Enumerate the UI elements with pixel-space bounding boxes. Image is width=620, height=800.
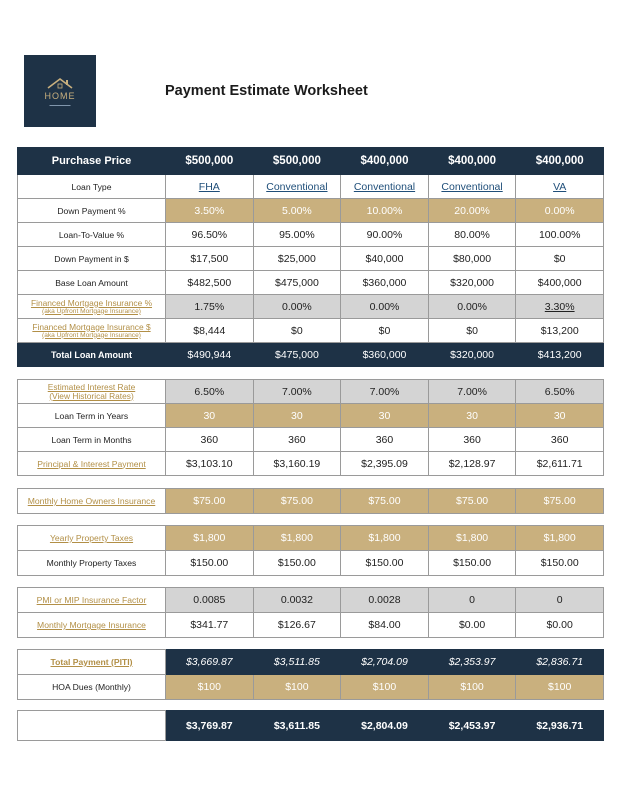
- term-months-row: [18, 428, 604, 452]
- hoa-row: [18, 675, 604, 700]
- yearly-tax-input[interactable]: $1,800: [516, 526, 604, 551]
- loan-type-label: Loan Type: [18, 175, 166, 199]
- home-insurance-row: [18, 489, 604, 514]
- term-months-value: 360: [428, 428, 516, 452]
- total-housing-value: $2,453.97: [428, 711, 516, 741]
- financed-mi-pct-link[interactable]: [18, 295, 166, 319]
- pmi-factor-value[interactable]: 0.0085: [166, 588, 254, 613]
- term-years-input[interactable]: 30: [341, 404, 429, 428]
- house-roof-icon: [45, 76, 75, 90]
- financed-mi-pct-label: Financed Mortgage Insurance %: [30, 297, 153, 308]
- interest-rate-input[interactable]: 6.50%: [166, 380, 254, 404]
- yearly-tax-input[interactable]: $1,800: [253, 526, 341, 551]
- piti-value: $3,669.87: [166, 650, 254, 675]
- monthly-mi-value: $0.00: [516, 613, 604, 638]
- financed-mi-amount-row: [18, 319, 604, 343]
- ltv-label: Loan-To-Value %: [18, 223, 166, 247]
- monthly-mi-row: [18, 613, 604, 638]
- loan-type-row: [18, 175, 604, 199]
- logo-tagline-line: ▬▬▬▬▬▬▬: [49, 102, 71, 107]
- down-payment-pct-input[interactable]: 3.50%: [166, 199, 254, 223]
- home-insurance-input[interactable]: $75.00: [428, 489, 516, 514]
- down-payment-amount-label: Down Payment in $: [18, 247, 166, 271]
- financed-mi-pct-value: 0.00%: [428, 295, 516, 319]
- total-loan-value: $360,000: [341, 343, 429, 367]
- financed-mi-amount-value: $13,200: [516, 319, 604, 343]
- home-insurance-input[interactable]: $75.00: [516, 489, 604, 514]
- financed-mi-amount-value: $8,444: [166, 319, 254, 343]
- total-loan-label: Total Loan Amount: [18, 343, 166, 367]
- financed-mi-amount-sublabel: (aka Upfront Mortgage Insurance): [42, 331, 141, 339]
- pmi-factor-value[interactable]: 0: [428, 588, 516, 613]
- piti-value: $2,704.09: [341, 650, 429, 675]
- mortgage-insurance-table: [17, 587, 604, 638]
- down-payment-amount-value: $17,500: [166, 247, 254, 271]
- total-housing-table: [17, 710, 604, 741]
- pi-payment-value: $3,103.10: [166, 452, 254, 476]
- hoa-label: HOA Dues (Monthly): [18, 675, 166, 700]
- property-tax-table: [17, 525, 604, 576]
- financed-mi-pct-value: 0.00%: [341, 295, 429, 319]
- pi-payment-value: $2,611.71: [516, 452, 604, 476]
- pi-payment-value: $2,128.97: [428, 452, 516, 476]
- base-loan-label: Base Loan Amount: [18, 271, 166, 295]
- total-housing-row: [18, 711, 604, 741]
- ltv-value: 100.00%: [516, 223, 604, 247]
- loan-type-link[interactable]: FHA: [166, 175, 254, 199]
- monthly-tax-value: $150.00: [253, 551, 341, 576]
- purchase-price-value: $400,000: [516, 148, 604, 175]
- purchase-price-value: $400,000: [428, 148, 516, 175]
- purchase-price-value: $500,000: [166, 148, 254, 175]
- interest-rate-input[interactable]: 7.00%: [428, 380, 516, 404]
- financed-mi-pct-value: 0.00%: [253, 295, 341, 319]
- payment-table: [17, 379, 604, 476]
- down-payment-amount-value: $0: [516, 247, 604, 271]
- term-months-label: Loan Term in Months: [18, 428, 166, 452]
- term-years-input[interactable]: 30: [253, 404, 341, 428]
- monthly-mi-value: $341.77: [166, 613, 254, 638]
- pi-payment-value: $2,395.09: [341, 452, 429, 476]
- monthly-mi-value: $126.67: [253, 613, 341, 638]
- pi-payment-value: $3,160.19: [253, 452, 341, 476]
- financed-mi-amount-value: $0: [253, 319, 341, 343]
- purchase-price-label: Purchase Price: [18, 148, 166, 175]
- pmi-factor-value[interactable]: 0: [516, 588, 604, 613]
- purchase-price-value: $500,000: [253, 148, 341, 175]
- pmi-factor-row: [18, 588, 604, 613]
- pi-payment-row: [18, 452, 604, 476]
- yearly-tax-input[interactable]: $1,800: [341, 526, 429, 551]
- total-loan-value: $413,200: [516, 343, 604, 367]
- loan-amount-table: [17, 147, 604, 367]
- hoa-input[interactable]: $100: [428, 675, 516, 700]
- total-housing-value: $2,804.09: [341, 711, 429, 741]
- term-months-value: 360: [253, 428, 341, 452]
- down-payment-amount-value: $25,000: [253, 247, 341, 271]
- pi-payment-label[interactable]: Principal & Interest Payment: [18, 452, 166, 476]
- total-payment-table: [17, 649, 604, 700]
- loan-type-link[interactable]: Conventional: [253, 175, 341, 199]
- loan-type-link[interactable]: Conventional: [428, 175, 516, 199]
- ltv-row: [18, 223, 604, 247]
- insurance-table: [17, 488, 604, 514]
- down-payment-amount-value: $40,000: [341, 247, 429, 271]
- page-title: Payment Estimate Worksheet: [165, 83, 368, 99]
- home-insurance-label[interactable]: Monthly Home Owners Insurance: [18, 489, 166, 514]
- loan-type-link[interactable]: Conventional: [341, 175, 429, 199]
- financed-mi-pct-sublabel: (aka Upfront Mortgage Insurance): [42, 307, 141, 315]
- yearly-tax-input[interactable]: $1,800: [166, 526, 254, 551]
- financed-mi-amount-value: $0: [341, 319, 429, 343]
- term-years-label: Loan Term in Years: [18, 404, 166, 428]
- monthly-tax-value: $150.00: [428, 551, 516, 576]
- pmi-factor-value[interactable]: 0.0032: [253, 588, 341, 613]
- term-years-input[interactable]: 30: [428, 404, 516, 428]
- term-months-value: 360: [516, 428, 604, 452]
- total-housing-label: Total Housing Payment: [18, 720, 109, 730]
- interest-rate-input[interactable]: 6.50%: [516, 380, 604, 404]
- down-payment-pct-row: [18, 199, 604, 223]
- interest-rate-input[interactable]: 7.00%: [341, 380, 429, 404]
- financed-mi-amount-label: Financed Mortgage Insurance $: [32, 321, 151, 332]
- total-loan-value: $320,000: [428, 343, 516, 367]
- total-loan-value: $475,000: [253, 343, 341, 367]
- hoa-input[interactable]: $100: [516, 675, 604, 700]
- piti-value: $2,836.71: [516, 650, 604, 675]
- monthly-mi-label[interactable]: Monthly Mortgage Insurance: [18, 613, 166, 638]
- interest-rate-input[interactable]: 7.00%: [253, 380, 341, 404]
- down-payment-pct-label: Down Payment %: [18, 199, 166, 223]
- base-loan-value: $475,000: [253, 271, 341, 295]
- base-loan-value: $360,000: [341, 271, 429, 295]
- monthly-tax-value: $150.00: [166, 551, 254, 576]
- monthly-mi-value: $84.00: [341, 613, 429, 638]
- monthly-tax-row: [18, 551, 604, 576]
- home-insurance-input[interactable]: $75.00: [253, 489, 341, 514]
- company-logo: [24, 55, 96, 127]
- term-months-value: 360: [166, 428, 254, 452]
- total-housing-value: $3,769.87: [166, 711, 254, 741]
- down-payment-pct-input[interactable]: 20.00%: [428, 199, 516, 223]
- logo-text: HOME: [44, 90, 76, 101]
- term-years-input[interactable]: 30: [516, 404, 604, 428]
- piti-row: [18, 650, 604, 675]
- purchase-price-row: [18, 148, 604, 175]
- base-loan-value: $482,500: [166, 271, 254, 295]
- historical-rates-link[interactable]: (View Historical Rates): [49, 390, 134, 401]
- ltv-value: 96.50%: [166, 223, 254, 247]
- pmi-factor-label[interactable]: PMI or MIP Insurance Factor: [18, 588, 166, 613]
- down-payment-amount-row: [18, 247, 604, 271]
- yearly-tax-input[interactable]: $1,800: [428, 526, 516, 551]
- piti-value: $2,353.97: [428, 650, 516, 675]
- monthly-tax-value: $150.00: [516, 551, 604, 576]
- yearly-tax-label[interactable]: Yearly Property Taxes: [18, 526, 166, 551]
- monthly-tax-value: $150.00: [341, 551, 429, 576]
- total-loan-value: $490,944: [166, 343, 254, 367]
- home-insurance-input[interactable]: $75.00: [166, 489, 254, 514]
- total-housing-value: $2,936.71: [516, 711, 604, 741]
- term-months-value: 360: [341, 428, 429, 452]
- piti-value: $3,511.85: [253, 650, 341, 675]
- base-loan-value: $400,000: [516, 271, 604, 295]
- loan-type-link[interactable]: VA: [516, 175, 604, 199]
- financed-mi-amount-value: $0: [428, 319, 516, 343]
- ltv-value: 95.00%: [253, 223, 341, 247]
- ltv-value: 80.00%: [428, 223, 516, 247]
- home-insurance-input[interactable]: $75.00: [341, 489, 429, 514]
- base-loan-value: $320,000: [428, 271, 516, 295]
- total-housing-value: $3,611.85: [253, 711, 341, 741]
- interest-rate-label: Estimated Interest Rate: [47, 381, 136, 392]
- financed-mi-pct-row: [18, 295, 604, 319]
- pmi-factor-value[interactable]: 0.0028: [341, 588, 429, 613]
- monthly-tax-label: Monthly Property Taxes: [18, 551, 166, 576]
- down-payment-amount-value: $80,000: [428, 247, 516, 271]
- down-payment-pct-input[interactable]: 10.00%: [341, 199, 429, 223]
- hoa-input[interactable]: $100: [166, 675, 254, 700]
- purchase-price-value: $400,000: [341, 148, 429, 175]
- hoa-input[interactable]: $100: [341, 675, 429, 700]
- ltv-value: 90.00%: [341, 223, 429, 247]
- term-years-row: [18, 404, 604, 428]
- financed-mi-pct-value: 1.75%: [166, 295, 254, 319]
- down-payment-pct-input[interactable]: 0.00%: [516, 199, 604, 223]
- total-housing-label-cell: [18, 711, 166, 741]
- piti-label[interactable]: Total Payment (PITI): [18, 650, 166, 675]
- interest-rate-row: [18, 380, 604, 404]
- base-loan-row: [18, 271, 604, 295]
- financed-mi-amount-link[interactable]: [18, 319, 166, 343]
- monthly-mi-value: $0.00: [428, 613, 516, 638]
- hoa-input[interactable]: $100: [253, 675, 341, 700]
- total-loan-row: [18, 343, 604, 367]
- term-years-input[interactable]: 30: [166, 404, 254, 428]
- total-housing-sublabel: (Including HOA): [111, 722, 165, 730]
- yearly-tax-row: [18, 526, 604, 551]
- interest-rate-link[interactable]: [18, 380, 166, 404]
- financed-mi-pct-value[interactable]: 3.30%: [516, 295, 604, 319]
- down-payment-pct-input[interactable]: 5.00%: [253, 199, 341, 223]
